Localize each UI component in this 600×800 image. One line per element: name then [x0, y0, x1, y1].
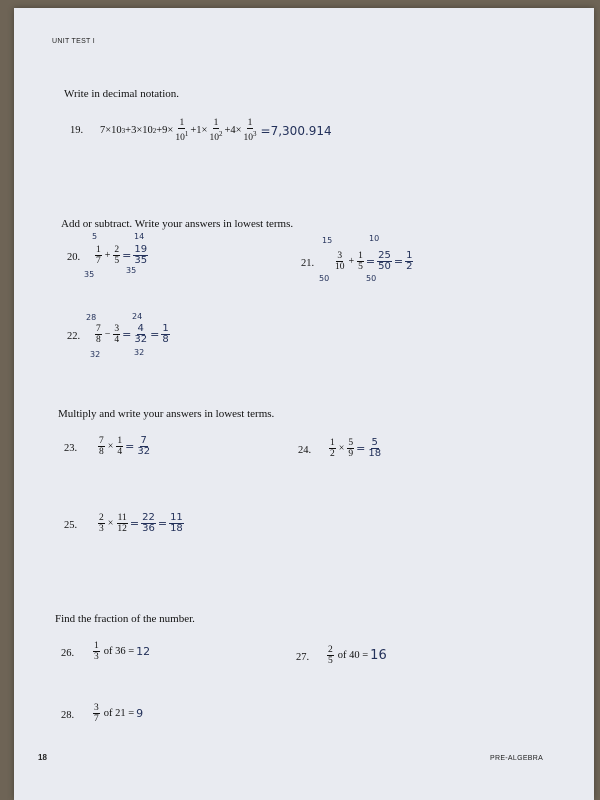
problem-20-expression	[94, 245, 149, 266]
p20-mark-b-bot: 35	[126, 266, 137, 275]
problem-23-number: 23.	[64, 443, 78, 454]
p26-answer: 12	[136, 645, 151, 658]
problem-19-expression	[100, 118, 332, 143]
p21-answer: $\frac{1}{2}$	[406, 250, 413, 272]
p19-term-3: +9×	[156, 125, 174, 137]
p25-answer-unreduced: $\frac{22}{36}$	[142, 512, 155, 534]
problem-22-expression: $\frac{7}{8}$ − $\frac{3}{4}$ = $\frac{4}{32}$ = $\frac{1}{8}$	[96, 323, 169, 345]
problem-26-expression: $\frac{1}{3}$ of 36 = 12	[94, 641, 151, 662]
p20-mark-a-top: 5	[92, 232, 98, 241]
p19-term-4: +1×	[190, 125, 208, 137]
page-number: 18	[38, 753, 47, 762]
problem-27-number: 27.	[296, 652, 310, 663]
problem-19-number: 19.	[70, 125, 84, 136]
instruction-fraction-of-number: Find the fraction of the number.	[55, 613, 195, 625]
p20-answer: $\frac{19}{35}$	[134, 244, 148, 266]
p27-answer: 16	[370, 648, 387, 663]
p22-fraction-b: $\frac{3}{4}$	[114, 324, 120, 345]
p19-answer: =7,300.914	[260, 123, 332, 138]
problem-28-number: 28.	[61, 710, 75, 721]
problem-20-number: 20.	[67, 252, 81, 263]
p19-term-5: +4×	[224, 125, 242, 137]
problem-22-number: 22.	[67, 331, 81, 342]
p21-operator: +	[348, 256, 355, 267]
p20-equals: =	[122, 249, 132, 262]
p19-exp-2: 2	[152, 126, 157, 135]
p25-answer: $\frac{11}{18}$	[170, 512, 183, 534]
problem-24-expression: $\frac{1}{2}$ × $\frac{5}{9}$ = $\frac{5}{18}$	[330, 437, 382, 459]
p22-answer: $\frac{1}{8}$	[162, 323, 169, 345]
p20-fraction-b: $\frac{2}{5}$	[114, 245, 120, 266]
p22-mark-a-bot: 32	[90, 350, 101, 359]
p22-answer-unreduced: $\frac{4}{32}$	[134, 323, 148, 345]
p20-fraction-a: $\frac{1}{7}$	[96, 245, 101, 266]
p22-mark-b-bot: 32	[134, 348, 145, 357]
p22-mark-a-top: 28	[86, 313, 97, 322]
p19-fraction-1: $\frac{1}{10^1}$	[175, 118, 189, 144]
problem-28-expression: $\frac{3}{7}$ of 21 = 9	[94, 703, 144, 724]
p22-mark-b-top: 24	[132, 312, 143, 321]
p21-mark-a-bot: 50	[319, 274, 330, 283]
problem-25-expression: $\frac{2}{3}$ × $\frac{11}{12}$ = $\frac{22}{36}$ = $\frac{11}{18}$	[99, 512, 183, 534]
problem-21-expression: $\frac{3}{10}$ + $\frac{1}{5}$ = $\frac{25}{50}$ = $\frac{1}{2}$	[335, 250, 413, 272]
p21-mark-b-bot: 50	[366, 274, 377, 283]
instruction-decimal: Write in decimal notation.	[64, 88, 180, 100]
p22-operator: −	[104, 329, 111, 340]
p21-mark-a-top: 15	[322, 236, 333, 245]
p28-answer: 9	[136, 707, 144, 720]
problem-27-expression: $\frac{2}{5}$ of 40 = 16	[328, 645, 387, 666]
p21-mark-b-top: 10	[369, 234, 380, 243]
p19-exp-1: 3	[121, 126, 126, 135]
p21-fraction-b: $\frac{1}{5}$	[358, 251, 363, 272]
book-title: PRE-ALGEBRA	[490, 755, 544, 762]
unit-header: UNIT TEST I	[52, 38, 95, 45]
problem-26-number: 26.	[61, 648, 75, 659]
p19-fraction-3: $\frac{1}{10^3}$	[243, 118, 257, 144]
p20-mark-b-top: 14	[134, 232, 145, 241]
worksheet-page	[14, 8, 594, 800]
problem-24-number: 24.	[298, 445, 312, 456]
p20-operator: +	[104, 250, 111, 261]
p21-answer-unreduced: $\frac{25}{50}$	[378, 250, 391, 272]
p21-fraction-a: $\frac{3}{10}$	[335, 251, 345, 272]
p23-answer: $\frac{7}{32}$	[137, 435, 151, 457]
p24-answer: $\frac{5}{18}$	[368, 437, 382, 459]
p19-term-1: 7×10	[100, 125, 122, 137]
instruction-add-subtract: Add or subtract. Write your answers in lowest terms.	[61, 218, 294, 230]
p22-fraction-a: $\frac{7}{8}$	[96, 324, 101, 345]
problem-25-number: 25.	[64, 520, 78, 531]
p20-mark-a-bot: 35	[84, 270, 95, 279]
p19-term-2: +3×10	[125, 125, 153, 137]
problem-21-number: 21.	[301, 258, 315, 269]
instruction-multiply: Multiply and write your answers in lowest terms.	[58, 408, 275, 420]
p19-fraction-2: $\frac{1}{10^2}$	[209, 118, 223, 144]
problem-23-expression: $\frac{7}{8}$ × $\frac{1}{4}$ = $\frac{7}{32}$	[99, 435, 151, 457]
